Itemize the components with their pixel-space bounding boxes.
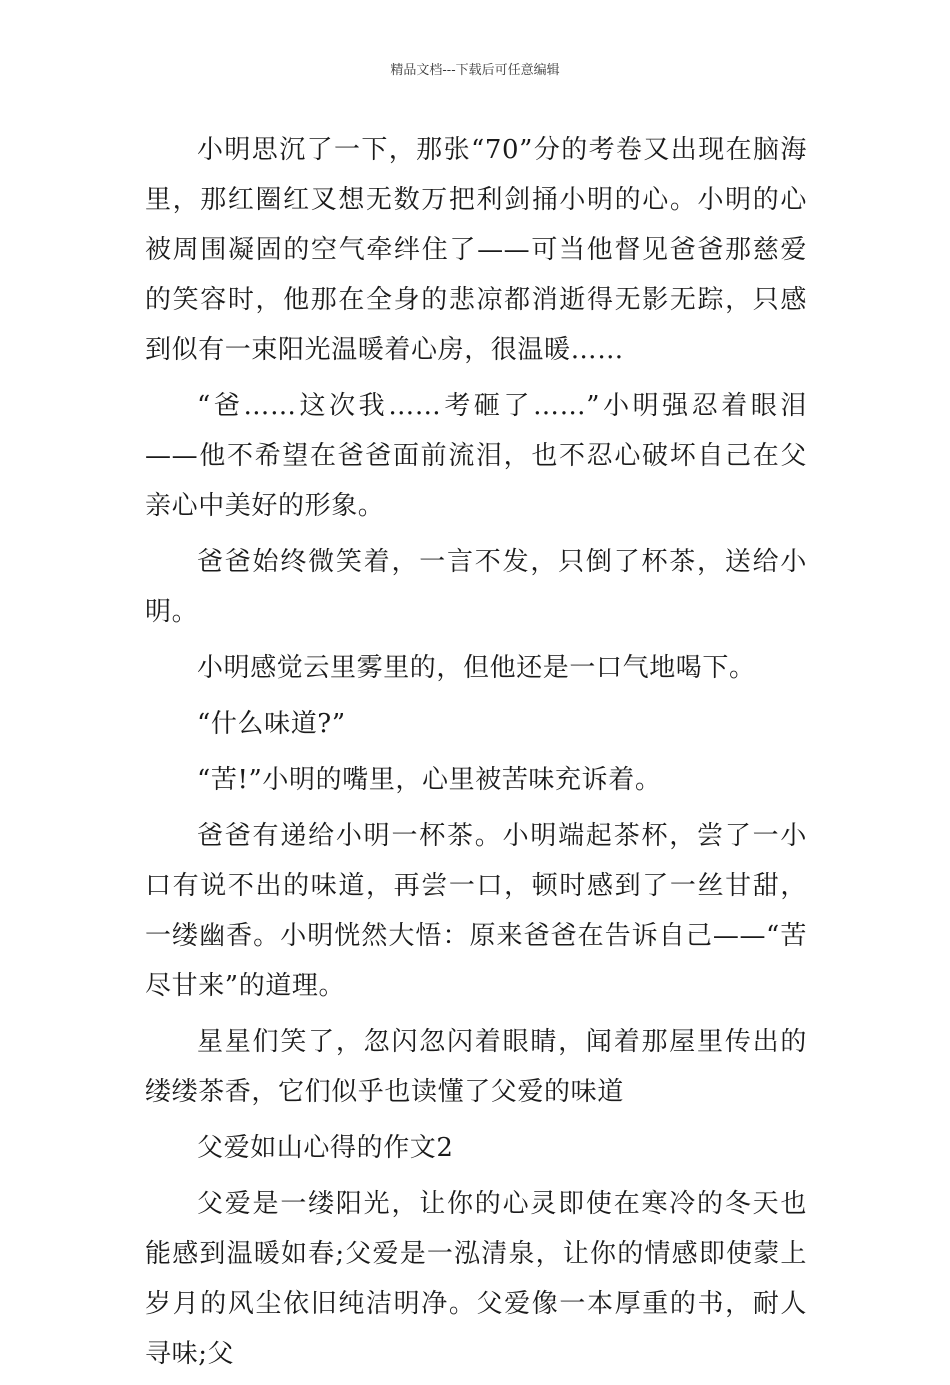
paragraph: 爸爸始终微笑着，一言不发，只倒了杯茶，送给小明。	[145, 547, 807, 627]
section-heading: 父爱如山心得的作文2	[197, 1133, 454, 1163]
paragraph: “苦!”小明的嘴里，心里被苦味充诉着。	[197, 765, 662, 795]
paragraph: 小明感觉云里雾里的，但他还是一口气地喝下。	[197, 653, 756, 683]
document-body	[145, 125, 807, 1385]
paragraph: “什么味道?”	[197, 709, 346, 739]
paragraph: “爸……这次我……考砸了……”小明强忍着眼泪——他不希望在爸爸面前流泪，也不忍心破坏自己在父亲心中美好的形象。	[145, 391, 807, 521]
paragraph: 小明思沉了一下，那张“70”分的考卷又出现在脑海里，那红圈红叉想无数万把利剑捅小明的心。小明的心被周围凝固的空气牵绊住了——可当他督见爸爸那慈爱的笑容时，他那在全身的悲凉都消逝得无影无踪，只感到似有一束阳光温暖着心房，很温暖……	[145, 135, 807, 365]
page-header: 精品文档---下载后可任意编辑	[390, 63, 560, 78]
paragraph: 星星们笑了，忽闪忽闪着眼睛，闻着那屋里传出的缕缕茶香，它们似乎也读懂了父爱的味道	[145, 1027, 807, 1107]
paragraph: 父爱是一缕阳光，让你的心灵即使在寒冷的冬天也能感到温暖如春;父爱是一泓清泉，让你的情感即使蒙上岁月的风尘依旧纯洁明净。父爱像一本厚重的书，耐人寻味;父	[145, 1189, 807, 1369]
paragraph: 爸爸有递给小明一杯茶。小明端起茶杯，尝了一小口有说不出的味道，再尝一口，顿时感到了一丝甘甜，一缕幽香。小明恍然大悟：原来爸爸在告诉自己——“苦尽甘来”的道理。	[145, 821, 807, 1001]
